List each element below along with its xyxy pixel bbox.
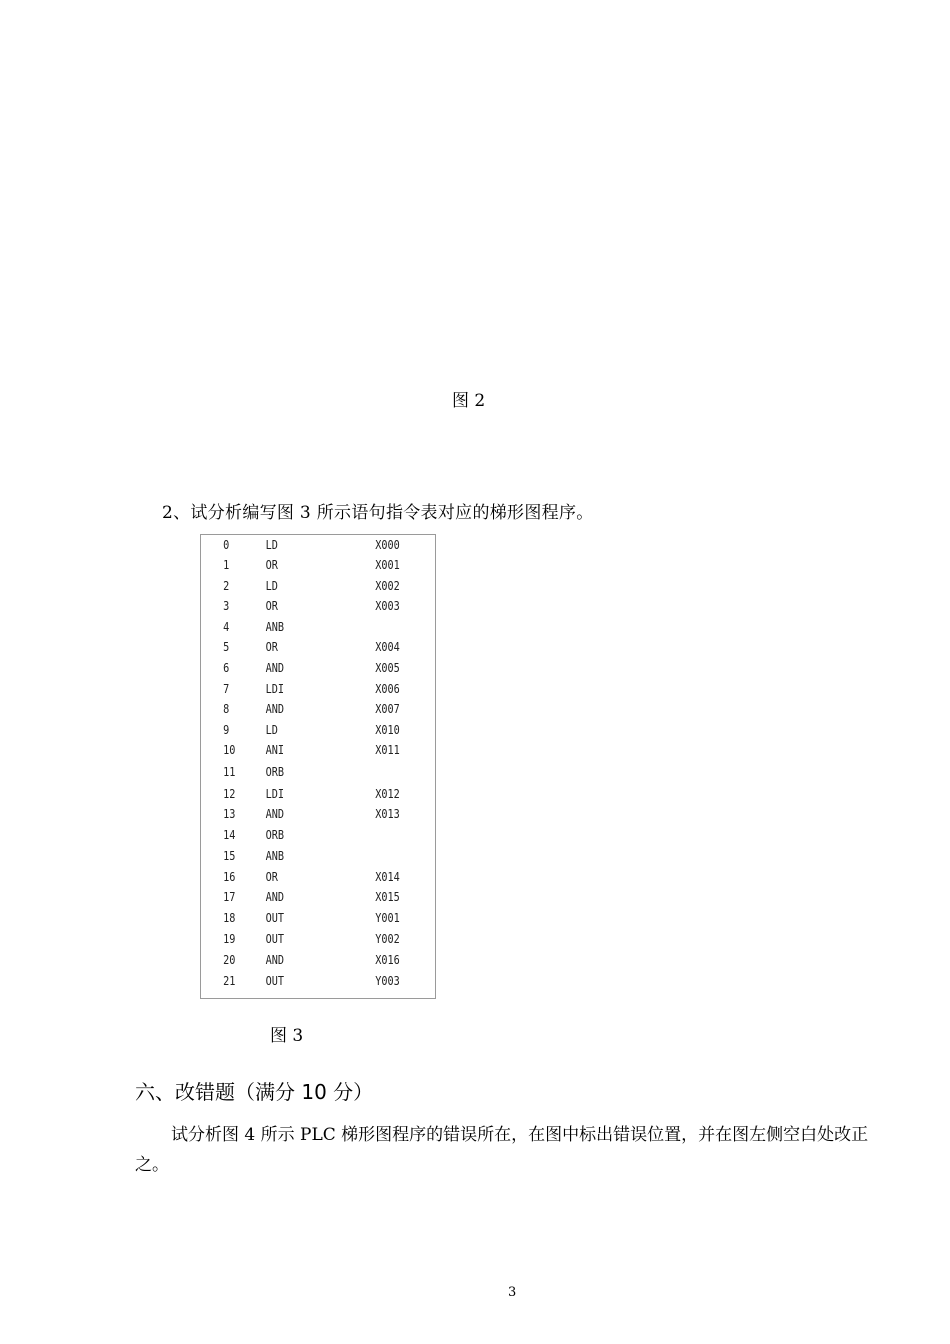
instruction-op: AND bbox=[265, 661, 285, 675]
instruction-op: AND bbox=[265, 953, 285, 967]
instruction-op: ORB bbox=[265, 828, 285, 842]
instruction-op: OR bbox=[265, 640, 278, 654]
table-row bbox=[201, 579, 400, 599]
table-row bbox=[201, 538, 400, 558]
table-row bbox=[201, 974, 400, 994]
operand: X003 bbox=[375, 599, 400, 613]
operand: Y001 bbox=[375, 911, 400, 925]
table-row bbox=[201, 640, 400, 660]
step-number: 12 bbox=[223, 787, 236, 801]
instruction-op: OR bbox=[265, 599, 278, 613]
table-row bbox=[201, 682, 400, 702]
page-number: 3 bbox=[508, 1285, 517, 1300]
step-number: 7 bbox=[223, 682, 230, 696]
table-row bbox=[201, 599, 400, 619]
instruction-op: ORB bbox=[265, 765, 285, 779]
operand: Y003 bbox=[375, 974, 400, 988]
operand: X016 bbox=[375, 953, 400, 967]
step-number: 14 bbox=[223, 828, 236, 842]
operand: X004 bbox=[375, 640, 400, 654]
table-row bbox=[201, 661, 400, 681]
table-row bbox=[201, 765, 400, 785]
figure-3-caption: 图 3 bbox=[270, 1026, 304, 1046]
figure-2-caption: 图 2 bbox=[452, 391, 486, 411]
instruction-op: OR bbox=[265, 870, 278, 884]
instruction-op: OUT bbox=[265, 911, 285, 925]
step-number: 20 bbox=[223, 953, 236, 967]
section-6-paragraph: 试分析图 4 所示 PLC 梯形图程序的错误所在，在图中标出错误位置，并在图左侧空白处改正之。 bbox=[135, 1125, 869, 1175]
table-row bbox=[201, 620, 400, 640]
step-number: 11 bbox=[223, 765, 236, 779]
instruction-op: OUT bbox=[265, 932, 285, 946]
section-6-title: 六、改错题（满分 10 分） bbox=[135, 1080, 374, 1104]
step-number: 8 bbox=[223, 702, 230, 716]
instruction-op: LDI bbox=[265, 682, 285, 696]
table-row bbox=[201, 911, 400, 931]
step-number: 18 bbox=[223, 911, 236, 925]
table-row bbox=[201, 558, 400, 578]
question-2-text: 2、试分析编写图 3 所示语句指令表对应的梯形图程序。 bbox=[162, 503, 594, 523]
instruction-op: AND bbox=[265, 890, 285, 904]
step-number: 15 bbox=[223, 849, 236, 863]
operand: X005 bbox=[375, 661, 400, 675]
operand: X000 bbox=[375, 538, 400, 552]
table-row bbox=[201, 932, 400, 952]
step-number: 16 bbox=[223, 870, 236, 884]
step-number: 0 bbox=[223, 538, 230, 552]
step-number: 17 bbox=[223, 890, 236, 904]
table-row bbox=[201, 953, 400, 973]
step-number: 6 bbox=[223, 661, 230, 675]
instruction-op: AND bbox=[265, 702, 285, 716]
instruction-list-table bbox=[200, 534, 436, 999]
operand: X002 bbox=[375, 579, 400, 593]
table-row bbox=[201, 702, 400, 722]
instruction-op: ANI bbox=[265, 743, 285, 757]
operand: X014 bbox=[375, 870, 400, 884]
instruction-op: LD bbox=[265, 538, 278, 552]
table-row bbox=[201, 890, 400, 910]
step-number: 13 bbox=[223, 807, 236, 821]
operand: X010 bbox=[375, 723, 400, 737]
operand: X012 bbox=[375, 787, 400, 801]
operand: X001 bbox=[375, 558, 400, 572]
operand: X007 bbox=[375, 702, 400, 716]
instruction-op: LD bbox=[265, 579, 278, 593]
table-row bbox=[201, 723, 400, 743]
instruction-op: ANB bbox=[265, 620, 285, 634]
step-number: 2 bbox=[223, 579, 230, 593]
step-number: 1 bbox=[223, 558, 230, 572]
table-row bbox=[201, 870, 400, 890]
instruction-op: LD bbox=[265, 723, 278, 737]
operand: X015 bbox=[375, 890, 400, 904]
operand: X011 bbox=[375, 743, 400, 757]
step-number: 19 bbox=[223, 932, 236, 946]
step-number: 10 bbox=[223, 743, 236, 757]
step-number: 3 bbox=[223, 599, 230, 613]
table-row bbox=[201, 787, 400, 807]
instruction-op: LDI bbox=[265, 787, 285, 801]
step-number: 9 bbox=[223, 723, 230, 737]
table-row bbox=[201, 849, 400, 869]
table-row bbox=[201, 828, 400, 848]
instruction-op: ANB bbox=[265, 849, 285, 863]
step-number: 4 bbox=[223, 620, 230, 634]
instruction-op: OUT bbox=[265, 974, 285, 988]
instruction-op: OR bbox=[265, 558, 278, 572]
step-number: 21 bbox=[223, 974, 236, 988]
table-row bbox=[201, 743, 400, 763]
step-number: 5 bbox=[223, 640, 230, 654]
table-row bbox=[201, 807, 400, 827]
operand: X006 bbox=[375, 682, 400, 696]
operand: X013 bbox=[375, 807, 400, 821]
instruction-op: AND bbox=[265, 807, 285, 821]
operand: Y002 bbox=[375, 932, 400, 946]
